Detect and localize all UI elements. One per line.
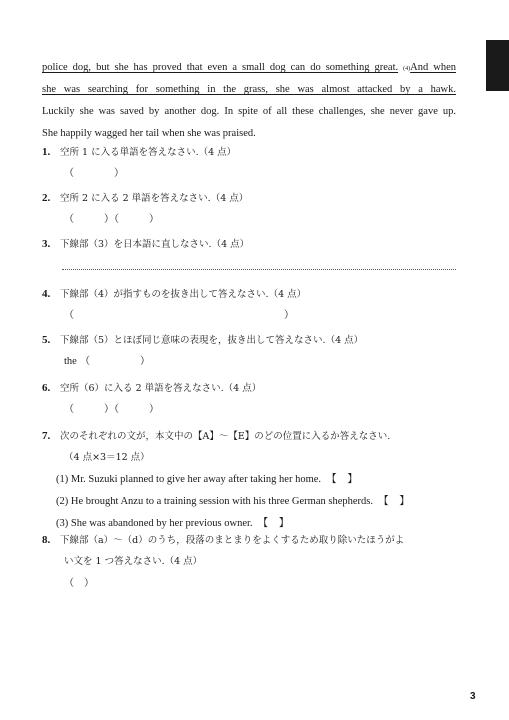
answer-parens: （ ） — [80, 356, 151, 367]
question-points: （4 点×3＝12 点） — [64, 452, 150, 463]
question-2 — [42, 187, 462, 231]
question-text-continued: い文を 1 つ答えなさい.（4 点） — [64, 556, 203, 567]
question-3 — [42, 233, 462, 255]
question-text: 空所 2 に入る 2 単語を答えなさい.（4 点） — [60, 193, 249, 204]
question-5 — [42, 329, 462, 373]
question-text: 空所（6）に入る 2 単語を答えなさい.（4 点） — [60, 383, 262, 394]
page-number: 3 — [470, 691, 476, 702]
question-text: 下線部（a）～（d）のうち，段落のまとまりをよくするため取り除いたほうがよ — [60, 535, 405, 546]
question-text: 下線部（5）とほぼ同じ意味の表現を，抜き出して答えなさい.（4 点） — [60, 335, 364, 346]
question-number: 5. — [42, 334, 51, 346]
question-number: 3. — [42, 238, 51, 250]
question-number: 8. — [42, 534, 51, 546]
passage-line-2: she was searching for something in the grass, she was almost attacked by a hawk. — [42, 84, 456, 95]
answer-blank[interactable]: （ ） — [64, 310, 294, 321]
question-text: 下線部（4）が指すものを抜き出して答えなさい.（4 点） — [60, 289, 307, 300]
question-number: 6. — [42, 382, 51, 394]
question-number: 4. — [42, 288, 51, 300]
question-6 — [42, 377, 462, 421]
underlined-sentence: police dog, but she has proved that even a small dog can do something great. — [42, 62, 399, 73]
answer-blank[interactable]: （ ） — [64, 578, 94, 589]
passage-line-4: She happily wagged her tail when she was praised. — [42, 128, 256, 139]
marker-4: (4) — [403, 66, 411, 72]
sub-item-text: (3) She was abandoned by her previous owner. — [56, 518, 253, 529]
sub-item-answer-bracket[interactable]: 【 】 — [326, 474, 358, 485]
question-text: 下線部（3）を日本語に直しなさい.（4 点） — [60, 239, 250, 250]
passage-line-3: Luckily she was saved by another dog. In spite of all these challenges, she never gave up. — [42, 106, 456, 117]
question-4 — [42, 283, 462, 327]
answer-blank[interactable]: （ ） — [64, 168, 124, 179]
question-number: 7. — [42, 430, 51, 442]
sub-item-answer-bracket[interactable]: 【 】 — [257, 518, 290, 529]
sub-item-answer-bracket[interactable]: 【 】 — [378, 496, 410, 507]
answer-dotted-line[interactable] — [62, 269, 456, 270]
question-text: 空所 1 に入る単語を答えなさい.（4 点） — [60, 147, 237, 158]
question-1 — [42, 141, 462, 185]
side-tab-label: 評 価 問 題 — [492, 50, 502, 90]
question-text: 次のそれぞれの文が，本文中の【A】～【E】のどの位置に入るか答えなさい. — [60, 431, 391, 442]
sub-item-1 — [42, 469, 462, 491]
passage-line-1 — [42, 57, 456, 79]
sub-item-text: (1) Mr. Suzuki planned to give her away after taking her home. — [56, 474, 322, 485]
sub-item-text: (2) He brought Anzu to a training session with his three German shepherds. — [56, 496, 373, 507]
sub-item-2 — [42, 491, 462, 513]
question-number: 1. — [42, 146, 51, 158]
question-7 — [42, 425, 462, 535]
answer-blank[interactable] — [42, 351, 462, 373]
underlined-sentence-4-start: And when — [410, 62, 456, 73]
question-8 — [42, 529, 462, 595]
answer-prefix: the — [64, 356, 77, 367]
question-number: 2. — [42, 192, 51, 204]
reading-passage — [42, 57, 456, 145]
answer-blank[interactable]: （ ）（ ） — [64, 214, 159, 225]
answer-blank[interactable]: （ ）（ ） — [64, 404, 159, 415]
